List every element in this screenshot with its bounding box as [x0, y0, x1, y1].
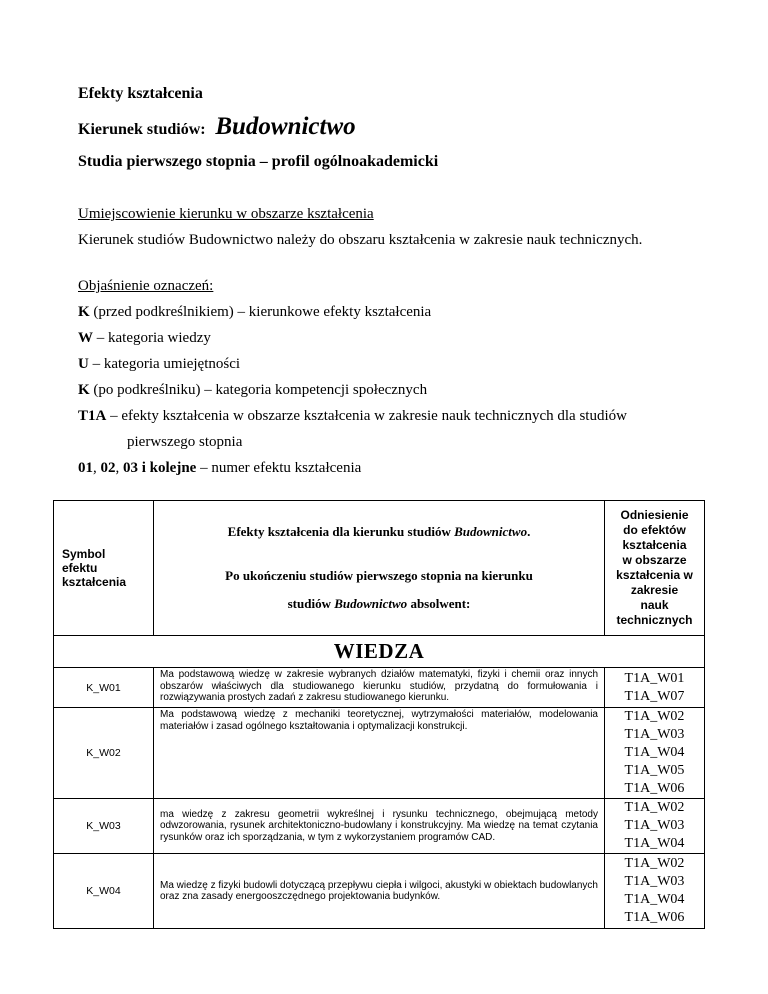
header-reference: Odniesienie do efektów kształcenia w obszarze kształcenia w zakresie nauk technicznych [605, 501, 705, 636]
effect-reference-codes: T1A_W01 T1A_W07 [605, 668, 705, 708]
effect-symbol: K_W01 [54, 668, 154, 708]
effect-description: Ma podstawową wiedzę z mechaniki teoretycznej, wytrzymałości materiałów, modelowania materiałów i zasad ogólnego kształtowania i optymalizacji konstrukcji. [154, 708, 605, 799]
field-name: Budownictwo [215, 113, 356, 140]
legend-item: K (po podkreślniku) – kategoria kompetencji społecznych [78, 382, 428, 398]
legend-item: U – kategoria umiejętności [78, 356, 241, 372]
effect-symbol: K_W02 [54, 708, 154, 799]
legend-item: W – kategoria wiedzy [78, 330, 211, 346]
effect-reference-codes: T1A_W02 T1A_W03 T1A_W04 T1A_W05 T1A_W06 [605, 708, 705, 799]
effect-description: ma wiedzę z zakresu geometrii wykreślnej i rysunku technicznego, obejmującą metody odwzorowania, rysunek architektoniczno-budowlany i konstrukcyjny. Ma wiedzę na temat czytania rysunków oraz ich sporządzania, w tym z wykorzystaniem programów CAD. [154, 799, 605, 854]
header-symbol: Symbol efektu kształcenia [54, 501, 154, 636]
section-title: WIEDZA [54, 636, 705, 668]
legend-heading: Objaśnienie oznaczeń: [78, 278, 214, 294]
table-row [54, 854, 705, 929]
table-row [54, 668, 705, 708]
study-level: Studia pierwszego stopnia – profil ogólnoakademicki [78, 153, 439, 170]
table-row [54, 708, 705, 799]
placement-heading: Umiejscowienie kierunku w obszarze kształcenia [78, 206, 374, 222]
section-row [54, 636, 705, 668]
field-label: Kierunek studiów: [78, 121, 206, 138]
legend-item: T1A – efekty kształcenia w obszarze kształcenia w zakresie nauk technicznych dla studiów [78, 408, 627, 424]
effect-reference-codes: T1A_W02 T1A_W03 T1A_W04 [605, 799, 705, 854]
table-header-row [54, 501, 705, 636]
table-row [54, 799, 705, 854]
legend-item: K (przed podkreślnikiem) – kierunkowe efekty kształcenia [78, 304, 432, 320]
effect-reference-codes: T1A_W02 T1A_W03 T1A_W04 T1A_W06 [605, 854, 705, 929]
effect-symbol: K_W04 [54, 854, 154, 929]
effect-description: Ma podstawową wiedzę w zakresie wybranych działów matematyki, fizyki i chemii oraz innych obszarów właściwych dla studiowanego kierunku studiów, przydatną do formułowania i rozwiązywania prostych zadań z zakresu studiowanego kierunku. [154, 668, 605, 708]
document-title: Efekty kształcenia [78, 85, 203, 102]
effect-symbol: K_W03 [54, 799, 154, 854]
effect-description: Ma wiedzę z fizyki budowli dotyczącą przepływu ciepła i wilgoci, akustyki w obiektach budowlanych oraz zna zasady energooszczędnego projektowania budynków. [154, 854, 605, 929]
placement-text: Kierunek studiów Budownictwo należy do obszaru kształcenia w zakresie nauk technicznych. [78, 232, 643, 248]
legend-item-continuation: pierwszego stopnia [127, 434, 243, 450]
field-of-study [78, 113, 356, 141]
header-effects: Efekty kształcenia dla kierunku studiów Budownictwo. Po ukończeniu studiów pierwszego stopnia na kierunku studiów Budownictwo absolwent: [154, 501, 605, 636]
legend-item: 01, 02, 03 i kolejne – numer efektu kształcenia [78, 460, 362, 476]
learning-outcomes-table [53, 500, 705, 929]
